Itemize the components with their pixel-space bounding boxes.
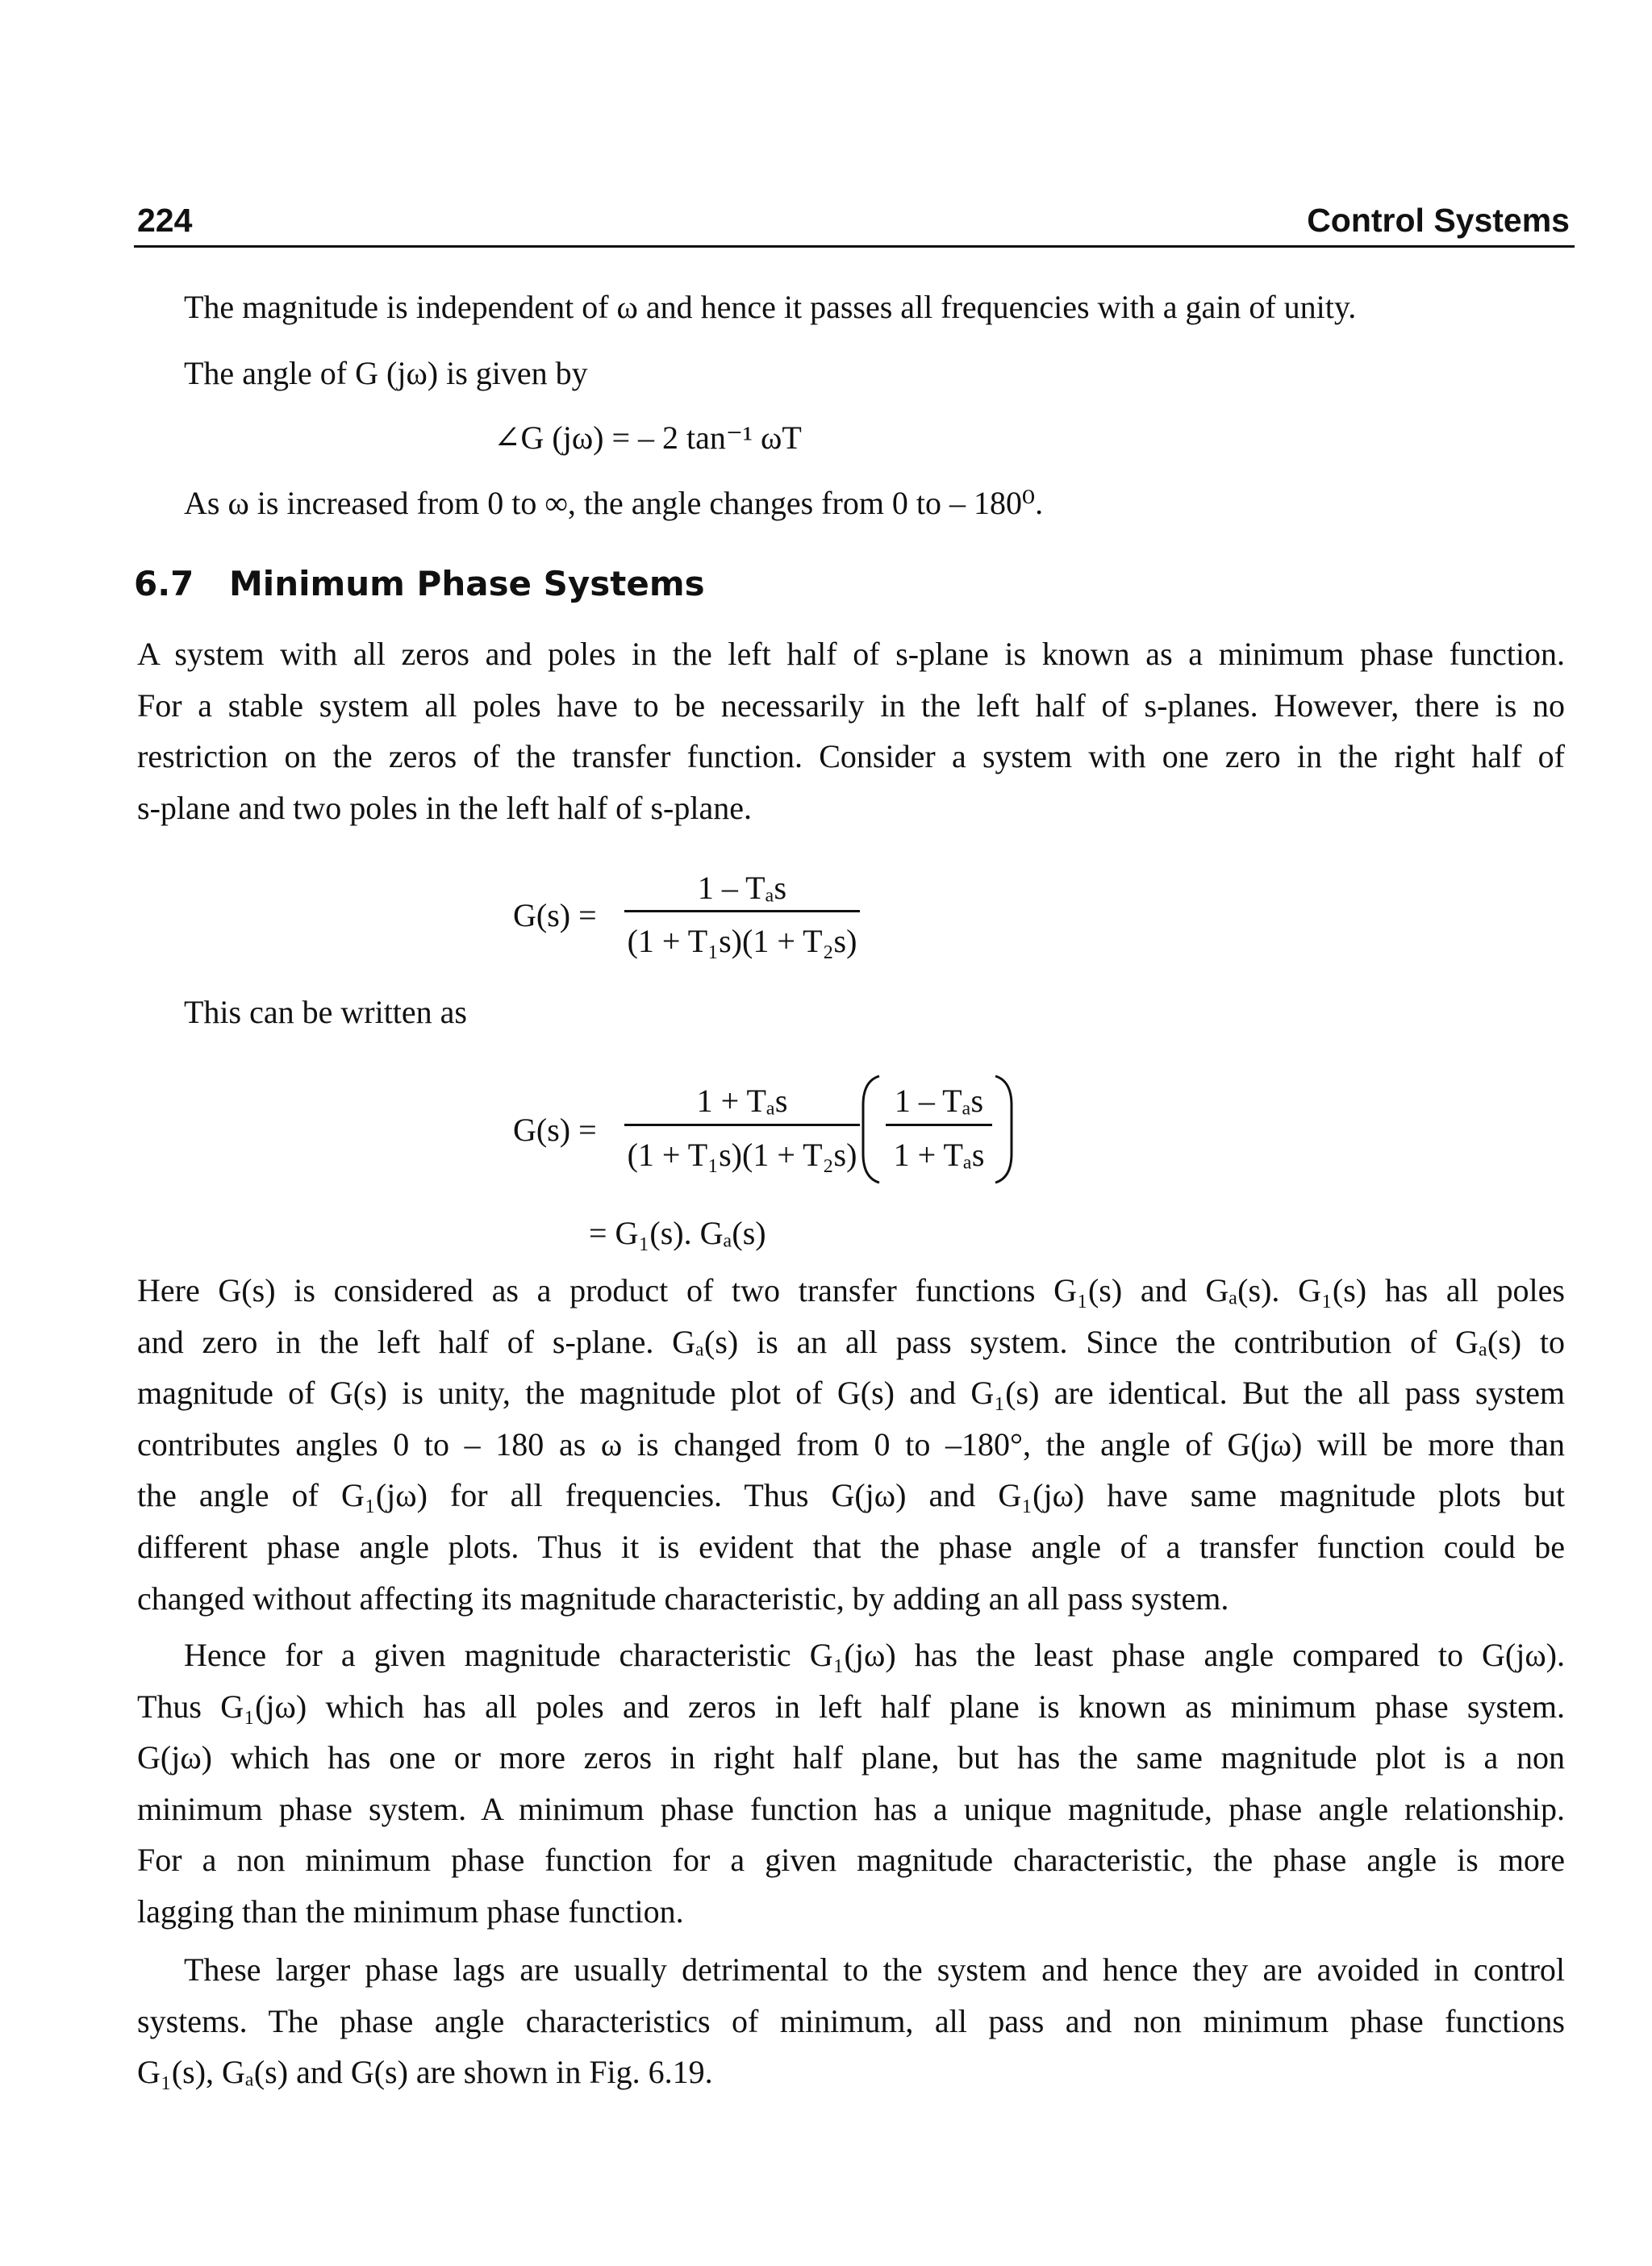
paragraph-line: lagging than the minimum phase function. bbox=[137, 1893, 684, 1930]
eq2-paren-denominator: 1 + Tₐs bbox=[893, 1137, 985, 1173]
paragraph-line: Thus G₁(jω) which has all poles and zeros in left half plane is known as minimum phase system. bbox=[137, 1688, 1565, 1725]
paragraph-line: A system with all zeros and poles in the left half of s-plane is known as a minimum phase function. bbox=[137, 636, 1565, 672]
paragraph-all-pass-explanation bbox=[137, 1265, 1565, 1624]
eq2-numerator: 1 + Tₐs bbox=[696, 1083, 788, 1119]
paragraph-line: systems. The phase angle characteristics of minimum, all pass and non minimum phase functions bbox=[137, 2002, 1565, 2039]
eq2-lhs: G(s) = bbox=[513, 1112, 597, 1148]
written-as-text: This can be written as bbox=[184, 994, 467, 1030]
right-bracket-icon bbox=[991, 1073, 1020, 1186]
section-title: Minimum Phase Systems bbox=[229, 564, 705, 603]
left-bracket-icon bbox=[855, 1073, 884, 1186]
paragraph-line: changed without affecting its magnitude characteristic, by adding an all pass system. bbox=[137, 1580, 1229, 1617]
paragraph-phase-lags bbox=[137, 1944, 1565, 2098]
intro-line-2: The angle of G (jω) is given by bbox=[184, 355, 588, 391]
running-title: Control Systems bbox=[1307, 202, 1570, 239]
paragraph-line: different phase angle plots. Thus it is evident that the phase angle of a transfer function could be bbox=[137, 1528, 1565, 1565]
section-number: 6.7 bbox=[134, 564, 194, 603]
eq1-lhs: G(s) = bbox=[513, 897, 597, 933]
intro-line-3: As ω is increased from 0 to ∞, the angle changes from 0 to – 180⁰. bbox=[184, 485, 1044, 521]
section-heading bbox=[134, 561, 705, 607]
page-number: 224 bbox=[137, 202, 193, 239]
paragraph-line: minimum phase system. A minimum phase function has a unique magnitude, phase angle relationship. bbox=[137, 1790, 1565, 1827]
paragraph-line: restriction on the zeros of the transfer function. Consider a system with one zero in the right half of bbox=[137, 738, 1565, 775]
paragraph-line: and zero in the left half of s-plane. Gₐ(s) is an all pass system. Since the contribution of Gₐ(s) to bbox=[137, 1323, 1565, 1360]
eq1-denominator: (1 + T₁s)(1 + T₂s) bbox=[627, 923, 857, 959]
paragraph-line: s-plane and two poles in the left half of s-plane. bbox=[137, 789, 752, 826]
page-header bbox=[134, 200, 1575, 247]
paragraph-line: G(jω) which has one or more zeros in right half plane, but has the same magnitude plot is a non bbox=[137, 1739, 1565, 1776]
paragraph-line: Hence for a given magnitude characteristic G₁(jω) has the least phase angle compared to G(jω). bbox=[184, 1637, 1565, 1673]
eq1-fraction-bar bbox=[624, 910, 860, 912]
paragraph-line: magnitude of G(s) is unity, the magnitude plot of G(s) and G₁(s) are identical. But the all pass system bbox=[137, 1375, 1565, 1412]
eq2-fraction-bar bbox=[624, 1124, 860, 1126]
eq2-paren-fraction-bar bbox=[886, 1124, 992, 1126]
eq2-product: = G₁(s). Gₐ(s) bbox=[589, 1215, 766, 1251]
intro-line-1: The magnitude is independent of ω and hence it passes all frequencies with a gain of unity. bbox=[184, 289, 1357, 325]
paragraph-line: the angle of G₁(jω) for all frequencies. Thus G(jω) and G₁(jω) have same magnitude plots but bbox=[137, 1477, 1565, 1514]
paragraph-line: For a non minimum phase function for a given magnitude characteristic, the phase angle is more bbox=[137, 1842, 1565, 1879]
paragraph-line: For a stable system all poles have to be necessarily in the left half of s-planes. However, there is no bbox=[137, 686, 1565, 724]
eq2-paren-numerator: 1 – Tₐs bbox=[894, 1083, 984, 1119]
paragraph-minimum-phase-comparison bbox=[137, 1630, 1565, 1938]
paragraph-minimum-phase-definition bbox=[137, 628, 1565, 833]
paragraph-line: These larger phase lags are usually detrimental to the system and hence they are avoided in control bbox=[184, 1951, 1565, 1988]
paragraph-line: contributes angles 0 to – 180 as ω is changed from 0 to –180°, the angle of G(jω) will be more than bbox=[137, 1425, 1565, 1463]
paragraph-line: G₁(s), Gₐ(s) and G(s) are shown in Fig. 6.19. bbox=[137, 2054, 713, 2091]
paragraph-line: Here G(s) is considered as a product of two transfer functions G₁(s) and Gₐ(s). G₁(s) has all poles bbox=[137, 1272, 1565, 1308]
eq1-numerator: 1 – Tₐs bbox=[697, 870, 787, 906]
angle-equation: ∠G (jω) = – 2 tan⁻¹ ωT bbox=[494, 419, 802, 456]
eq2-denominator: (1 + T₁s)(1 + T₂s) bbox=[627, 1137, 857, 1173]
header-rule bbox=[134, 245, 1575, 248]
